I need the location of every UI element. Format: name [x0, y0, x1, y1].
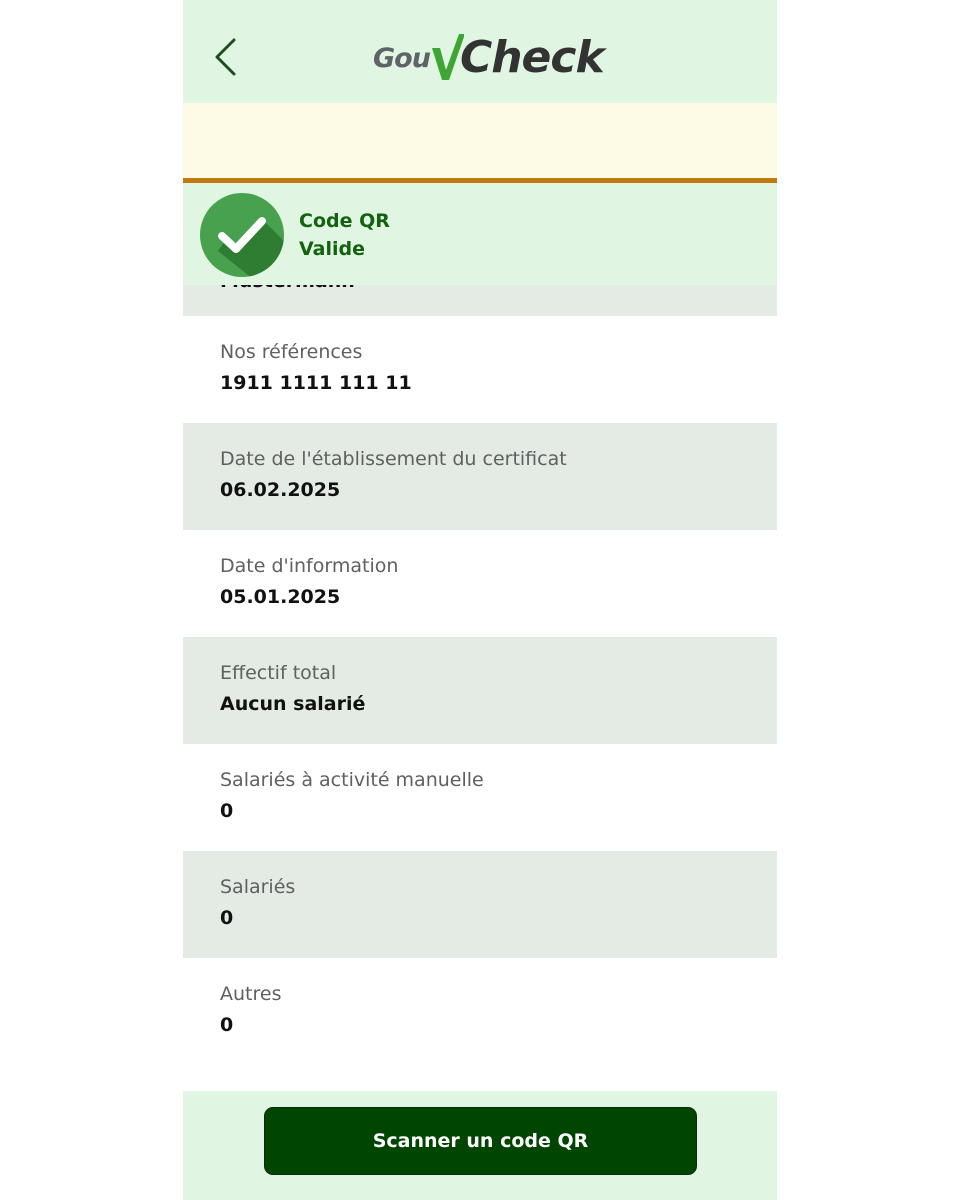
field-manual-workers — [183, 744, 777, 851]
field-employees — [183, 851, 777, 958]
validation-status — [183, 183, 777, 285]
field-value: 0 — [220, 800, 234, 822]
app-logo — [373, 30, 604, 86]
field-label: Effectif total — [220, 662, 337, 684]
field-label: Nos références — [220, 341, 363, 363]
field-value: 1911 1111 111 11 — [220, 372, 412, 394]
details-list — [183, 250, 777, 1065]
field-others — [183, 958, 777, 1065]
status-line-1: Code QR — [299, 210, 390, 232]
field-label: Date d'information — [220, 555, 399, 577]
status-label — [299, 207, 390, 263]
field-label: Salariés — [220, 876, 296, 898]
field-certificate-date — [183, 423, 777, 530]
field-value: Aucun salarié — [220, 693, 366, 715]
field-information-date — [183, 530, 777, 637]
field-value: 0 — [220, 907, 234, 929]
field-label: Salariés à activité manuelle — [220, 769, 484, 791]
field-value: 0 — [220, 1014, 234, 1036]
logo-text-gou: Gou — [373, 43, 430, 74]
field-value: 06.02.2025 — [220, 479, 341, 501]
logo-text-check: Check — [459, 32, 604, 83]
footer-bar — [183, 1091, 777, 1200]
check-circle-icon — [198, 191, 286, 279]
notice-banner — [183, 103, 777, 178]
scan-qr-button[interactable]: Scanner un code QR — [264, 1107, 697, 1175]
field-label: Date de l'établissement du certificat — [220, 448, 567, 470]
field-references — [183, 316, 777, 423]
chevron-left-icon — [212, 37, 238, 77]
status-line-2: Valide — [299, 238, 365, 260]
back-button[interactable] — [205, 34, 245, 80]
app-header — [183, 0, 777, 103]
field-label: Autres — [220, 983, 282, 1005]
field-total-staff — [183, 637, 777, 744]
field-value: 05.01.2025 — [220, 586, 341, 608]
app-screen — [183, 0, 777, 1200]
